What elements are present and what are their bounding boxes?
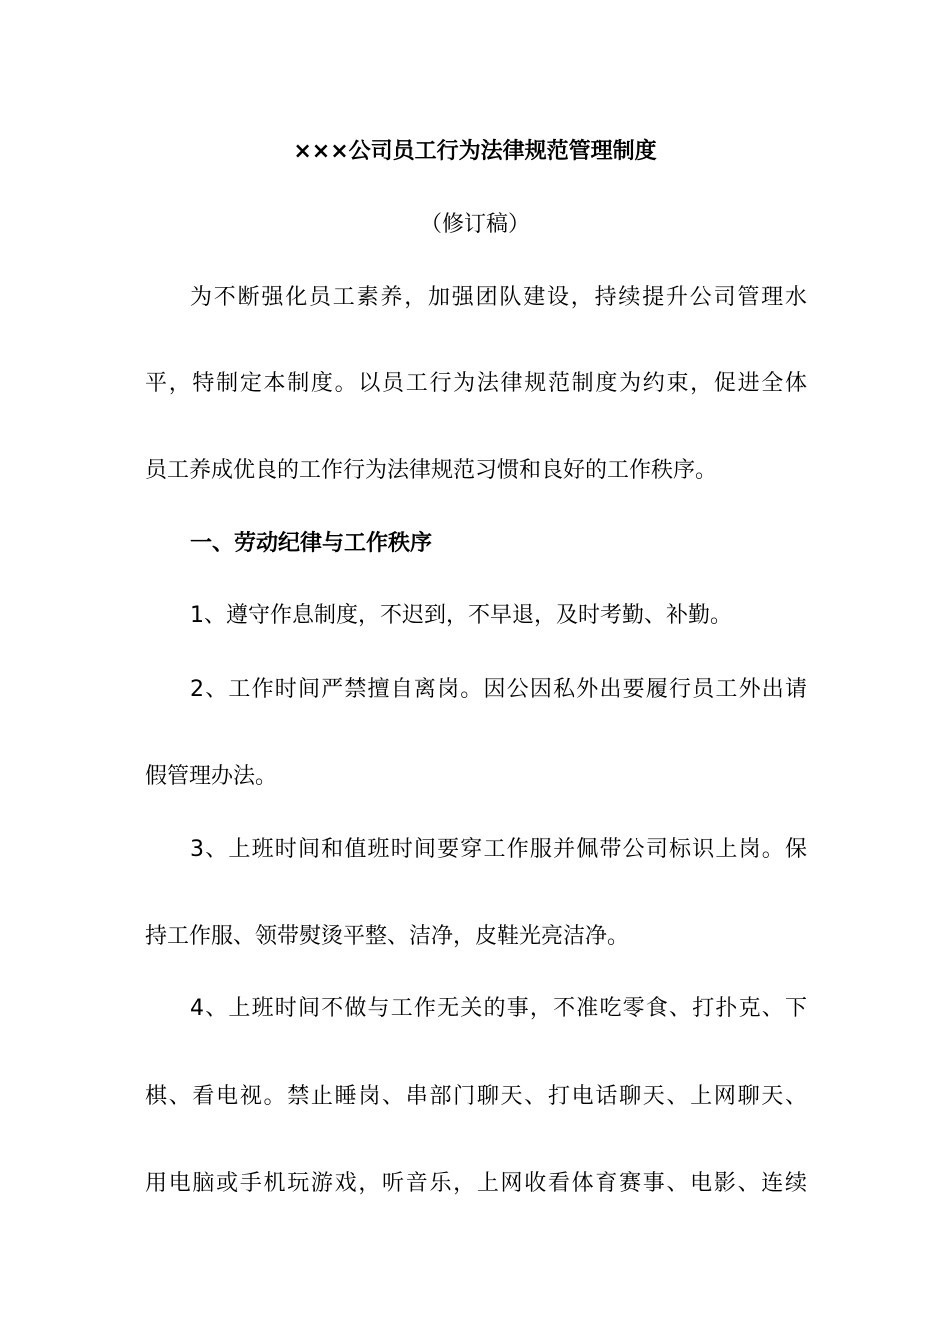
intro-line-2: 平，特制定本制度。以员工行为法律规范制度为约束，促进全体 — [145, 371, 807, 396]
document-title: ×××公司员工行为法律规范管理制度 — [293, 139, 657, 164]
item-3-line-1: 3、上班时间和值班时间要穿工作服并佩带公司标识上岗。保 — [190, 837, 807, 862]
item-4-line-3: 用电脑或手机玩游戏，听音乐，上网收看体育赛事、电影、连续 — [145, 1171, 807, 1196]
item-2-line-2: 假管理办法。 — [145, 764, 278, 789]
item-2-line-1: 2、工作时间严禁擅自离岗。因公因私外出要履行员工外出请 — [190, 677, 807, 702]
item-3-line-2: 持工作服、领带熨烫平整、洁净，皮鞋光亮洁净。 — [145, 924, 630, 949]
item-4-line-1: 4、上班时间不做与工作无关的事，不准吃零食、打扑克、下 — [190, 996, 807, 1021]
intro-line-1: 为不断强化员工素养，加强团队建设，持续提升公司管理水 — [190, 285, 807, 310]
intro-line-3: 员工养成优良的工作行为法律规范习惯和良好的工作秩序。 — [145, 458, 718, 483]
document-subtitle: （修订稿） — [419, 212, 530, 237]
item-1-line-1: 1、遵守作息制度，不迟到，不早退，及时考勤、补勤。 — [190, 603, 732, 628]
item-4-line-2: 棋、看电视。禁止睡岗、串部门聊天、打电话聊天、上网聊天、 — [145, 1084, 807, 1109]
section-heading: 一、劳动纪律与工作秩序 — [190, 531, 433, 556]
